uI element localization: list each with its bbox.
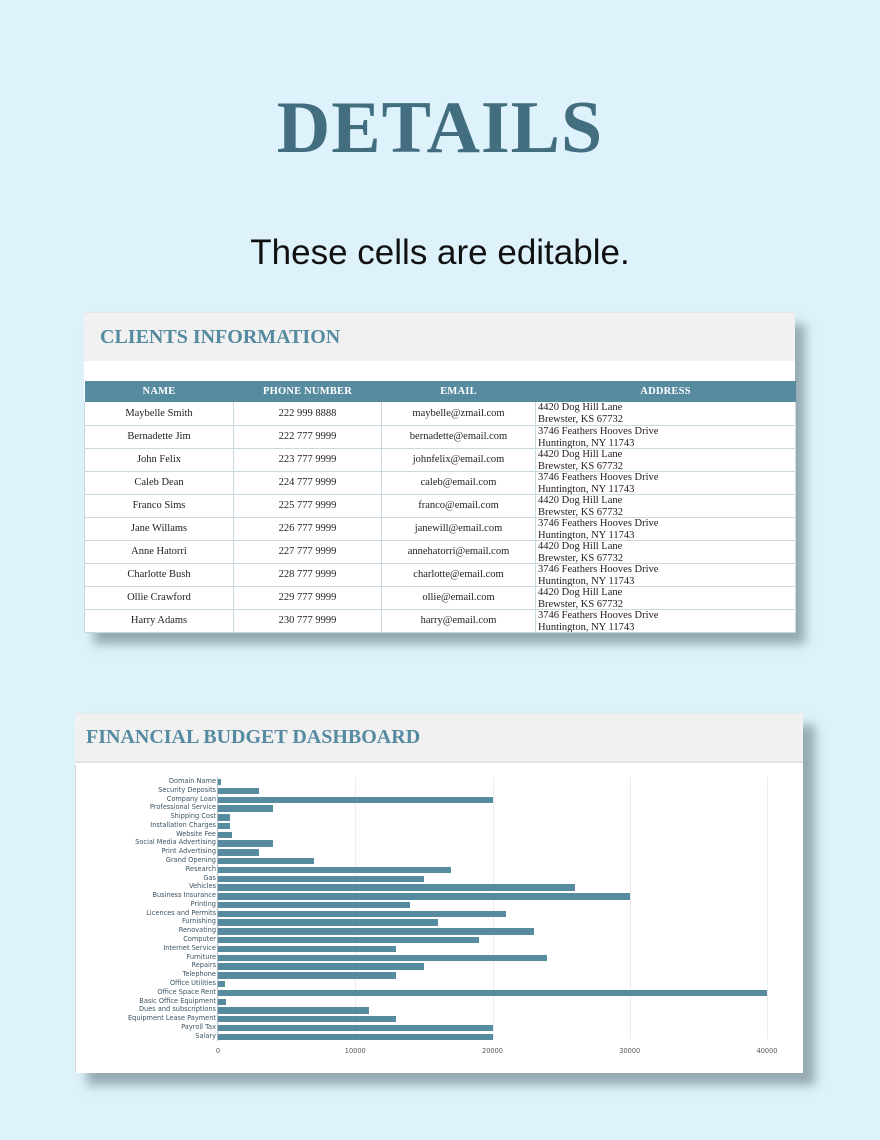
phone-cell[interactable]: 227 777 9999 [234,540,382,563]
table-row [85,448,796,471]
address-cell[interactable] [536,540,796,563]
category-label: Installation Charges [150,820,216,829]
address-line: Brewster, KS 67732 [538,552,624,563]
address-line: 4420 Dog Hill Lane [538,586,623,598]
address-cell[interactable] [536,448,796,471]
bar [218,1025,493,1031]
category-label: Website Fee [176,829,216,838]
email-cell[interactable]: harry@email.com [382,609,536,632]
category-label: Furniture [186,952,216,961]
category-label: Print Advertising [161,847,216,856]
bar [218,867,451,873]
email-cell[interactable]: maybelle@zmail.com [382,402,536,425]
address-lines [538,449,795,471]
dashboard-panel-title: FINANCIAL BUDGET DASHBOARD [75,713,803,763]
bar [218,946,396,952]
address-line: Huntington, NY 11743 [538,483,635,494]
category-label: Office Utilities [169,978,216,987]
email-cell[interactable]: caleb@email.com [382,471,536,494]
table-row [85,609,796,632]
bar [218,814,230,820]
table-row [85,517,796,540]
column-header-name: NAME [85,381,234,402]
bar [218,919,438,925]
category-label: Equipment Lease Payment [128,1014,216,1023]
phone-cell[interactable]: 229 777 9999 [234,586,382,609]
address-line: Brewster, KS 67732 [538,598,624,609]
address-cell[interactable] [536,402,796,425]
phone-cell[interactable]: 223 777 9999 [234,448,382,471]
address-cell[interactable] [536,425,796,448]
category-label: Shipping Cost [170,812,216,821]
bar-row [76,892,804,901]
address-line: 4420 Dog Hill Lane [538,540,623,552]
address-lines [538,564,795,586]
table-row [85,402,796,425]
bar [218,840,273,846]
page-subtitle: These cells are editable. [250,233,630,272]
name-cell[interactable]: Anne Hatorri [85,540,234,563]
bar [218,849,259,855]
category-label: Renovating [178,926,216,935]
table-row [85,471,796,494]
category-label: Company Loan [166,794,216,803]
address-line: 4420 Dog Hill Lane [538,494,623,506]
bar [218,999,226,1005]
phone-cell[interactable]: 224 777 9999 [234,471,382,494]
address-lines [538,402,795,424]
category-label: Office Space Rent [157,987,216,996]
x-tick-label: 20000 [482,1047,503,1055]
table-header-row [85,381,796,402]
category-label: Repairs [191,961,216,970]
x-tick-label: 0 [215,1047,221,1055]
bar [218,823,230,829]
bar [218,858,314,864]
table-row [85,563,796,586]
bar-row [76,945,804,954]
table-row [85,425,796,448]
address-cell[interactable] [536,471,796,494]
name-cell[interactable]: Harry Adams [85,609,234,632]
category-label: Business Insurance [152,891,216,900]
address-lines [538,587,795,609]
bar-row [76,1033,804,1042]
table-row [85,540,796,563]
x-tick-label: 30000 [619,1047,641,1055]
bar [218,955,547,961]
phone-cell[interactable]: 228 777 9999 [234,563,382,586]
phone-cell[interactable]: 222 999 8888 [234,402,382,425]
address-lines [538,472,795,494]
name-cell[interactable]: Bernadette Jim [85,425,234,448]
bar [218,788,259,794]
phone-cell[interactable]: 226 777 9999 [234,517,382,540]
bar [218,797,493,803]
phone-cell[interactable]: 230 777 9999 [234,609,382,632]
email-cell[interactable]: charlotte@email.com [382,563,536,586]
address-line: 3746 Feathers Hooves Drive [538,563,659,575]
name-cell[interactable]: Ollie Crawford [85,586,234,609]
email-cell[interactable]: annehatorri@email.com [382,540,536,563]
address-lines [538,495,795,517]
bar [218,963,424,969]
bar [218,1016,396,1022]
email-cell[interactable]: franco@email.com [382,494,536,517]
column-header-address: ADDRESS [536,381,796,402]
name-cell[interactable]: Franco Sims [85,494,234,517]
category-label: Payroll Tax [181,1022,216,1031]
email-cell[interactable]: johnfelix@email.com [382,448,536,471]
bar [218,937,479,943]
bar [218,902,410,908]
address-cell[interactable] [536,609,796,632]
column-header-phone: PHONE NUMBER [234,381,382,402]
category-label: Salary [195,1031,216,1040]
financial-budget-dashboard-panel [75,713,803,1073]
bar [218,884,575,890]
address-lines [538,518,795,540]
bar [218,972,396,978]
address-cell[interactable] [536,586,796,609]
category-label: Internet Service [163,943,216,952]
name-cell[interactable]: John Felix [85,448,234,471]
name-cell[interactable]: Charlotte Bush [85,563,234,586]
address-cell[interactable] [536,517,796,540]
bar [218,928,534,934]
address-line: Brewster, KS 67732 [538,414,624,424]
address-line: 3746 Feathers Hooves Drive [538,425,659,437]
category-label: Telephone [182,970,216,979]
bar [218,876,424,882]
bar [218,779,221,785]
address-lines [538,541,795,563]
bar-row [76,866,804,875]
x-tick-label: 10000 [344,1047,366,1055]
category-label: Grand Opening [165,856,216,865]
email-cell[interactable]: janewill@email.com [382,517,536,540]
bar [218,1034,493,1040]
bar [218,893,630,899]
bar-row [76,875,804,884]
name-cell[interactable]: Caleb Dean [85,471,234,494]
bar [218,990,767,996]
table-row [85,586,796,609]
category-label: Printing [190,899,216,908]
address-cell[interactable] [536,563,796,586]
bar [218,981,225,987]
address-line: Huntington, NY 11743 [538,529,635,540]
table-row [85,494,796,517]
bar [218,832,232,838]
category-label: Professional Service [149,803,216,812]
address-line: 4420 Dog Hill Lane [538,402,623,413]
clients-information-panel [84,312,795,632]
bar [218,805,273,811]
address-line: Huntington, NY 11743 [538,621,635,632]
category-label: Dues and subscriptions [138,1005,216,1014]
phone-cell[interactable]: 222 777 9999 [234,425,382,448]
category-label: Basic Office Equipment [139,996,216,1005]
category-label: Licences and Permits [146,908,216,917]
category-label: Vehicles [188,882,216,891]
email-cell[interactable]: ollie@email.com [382,586,536,609]
address-line: Brewster, KS 67732 [538,460,624,471]
category-label: Furnishing [181,917,216,926]
email-cell[interactable]: bernadette@email.com [382,425,536,448]
address-line: Huntington, NY 11743 [538,437,635,448]
category-label: Computer [183,935,216,944]
address-line: Brewster, KS 67732 [538,506,624,517]
name-cell[interactable]: Jane Willams [85,517,234,540]
bar-row [76,1024,804,1033]
address-line: 3746 Feathers Hooves Drive [538,517,659,529]
address-line: 4420 Dog Hill Lane [538,448,623,460]
address-lines [538,426,795,448]
column-header-email: EMAIL [382,381,536,402]
page-title: DETAILS [276,87,604,169]
x-tick-label: 40000 [756,1047,778,1055]
address-line: Huntington, NY 11743 [538,575,635,586]
address-line: 3746 Feathers Hooves Drive [538,471,659,483]
address-cell[interactable] [536,494,796,517]
address-lines [538,610,795,632]
name-cell[interactable]: Maybelle Smith [85,402,234,425]
budget-bar-chart [75,765,803,1073]
bar-row [76,954,804,963]
clients-table [84,381,796,633]
address-line: 3746 Feathers Hooves Drive [538,609,659,621]
category-label: Social Media Advertising [135,838,216,847]
clients-panel-title: CLIENTS INFORMATION [84,312,795,361]
phone-cell[interactable]: 225 777 9999 [234,494,382,517]
category-label: Security Deposits [158,785,216,794]
category-label: Research [185,864,216,873]
category-label: Domain Name [168,777,216,785]
bar [218,1007,369,1013]
category-label: Gas [203,873,216,882]
bar [218,911,506,917]
